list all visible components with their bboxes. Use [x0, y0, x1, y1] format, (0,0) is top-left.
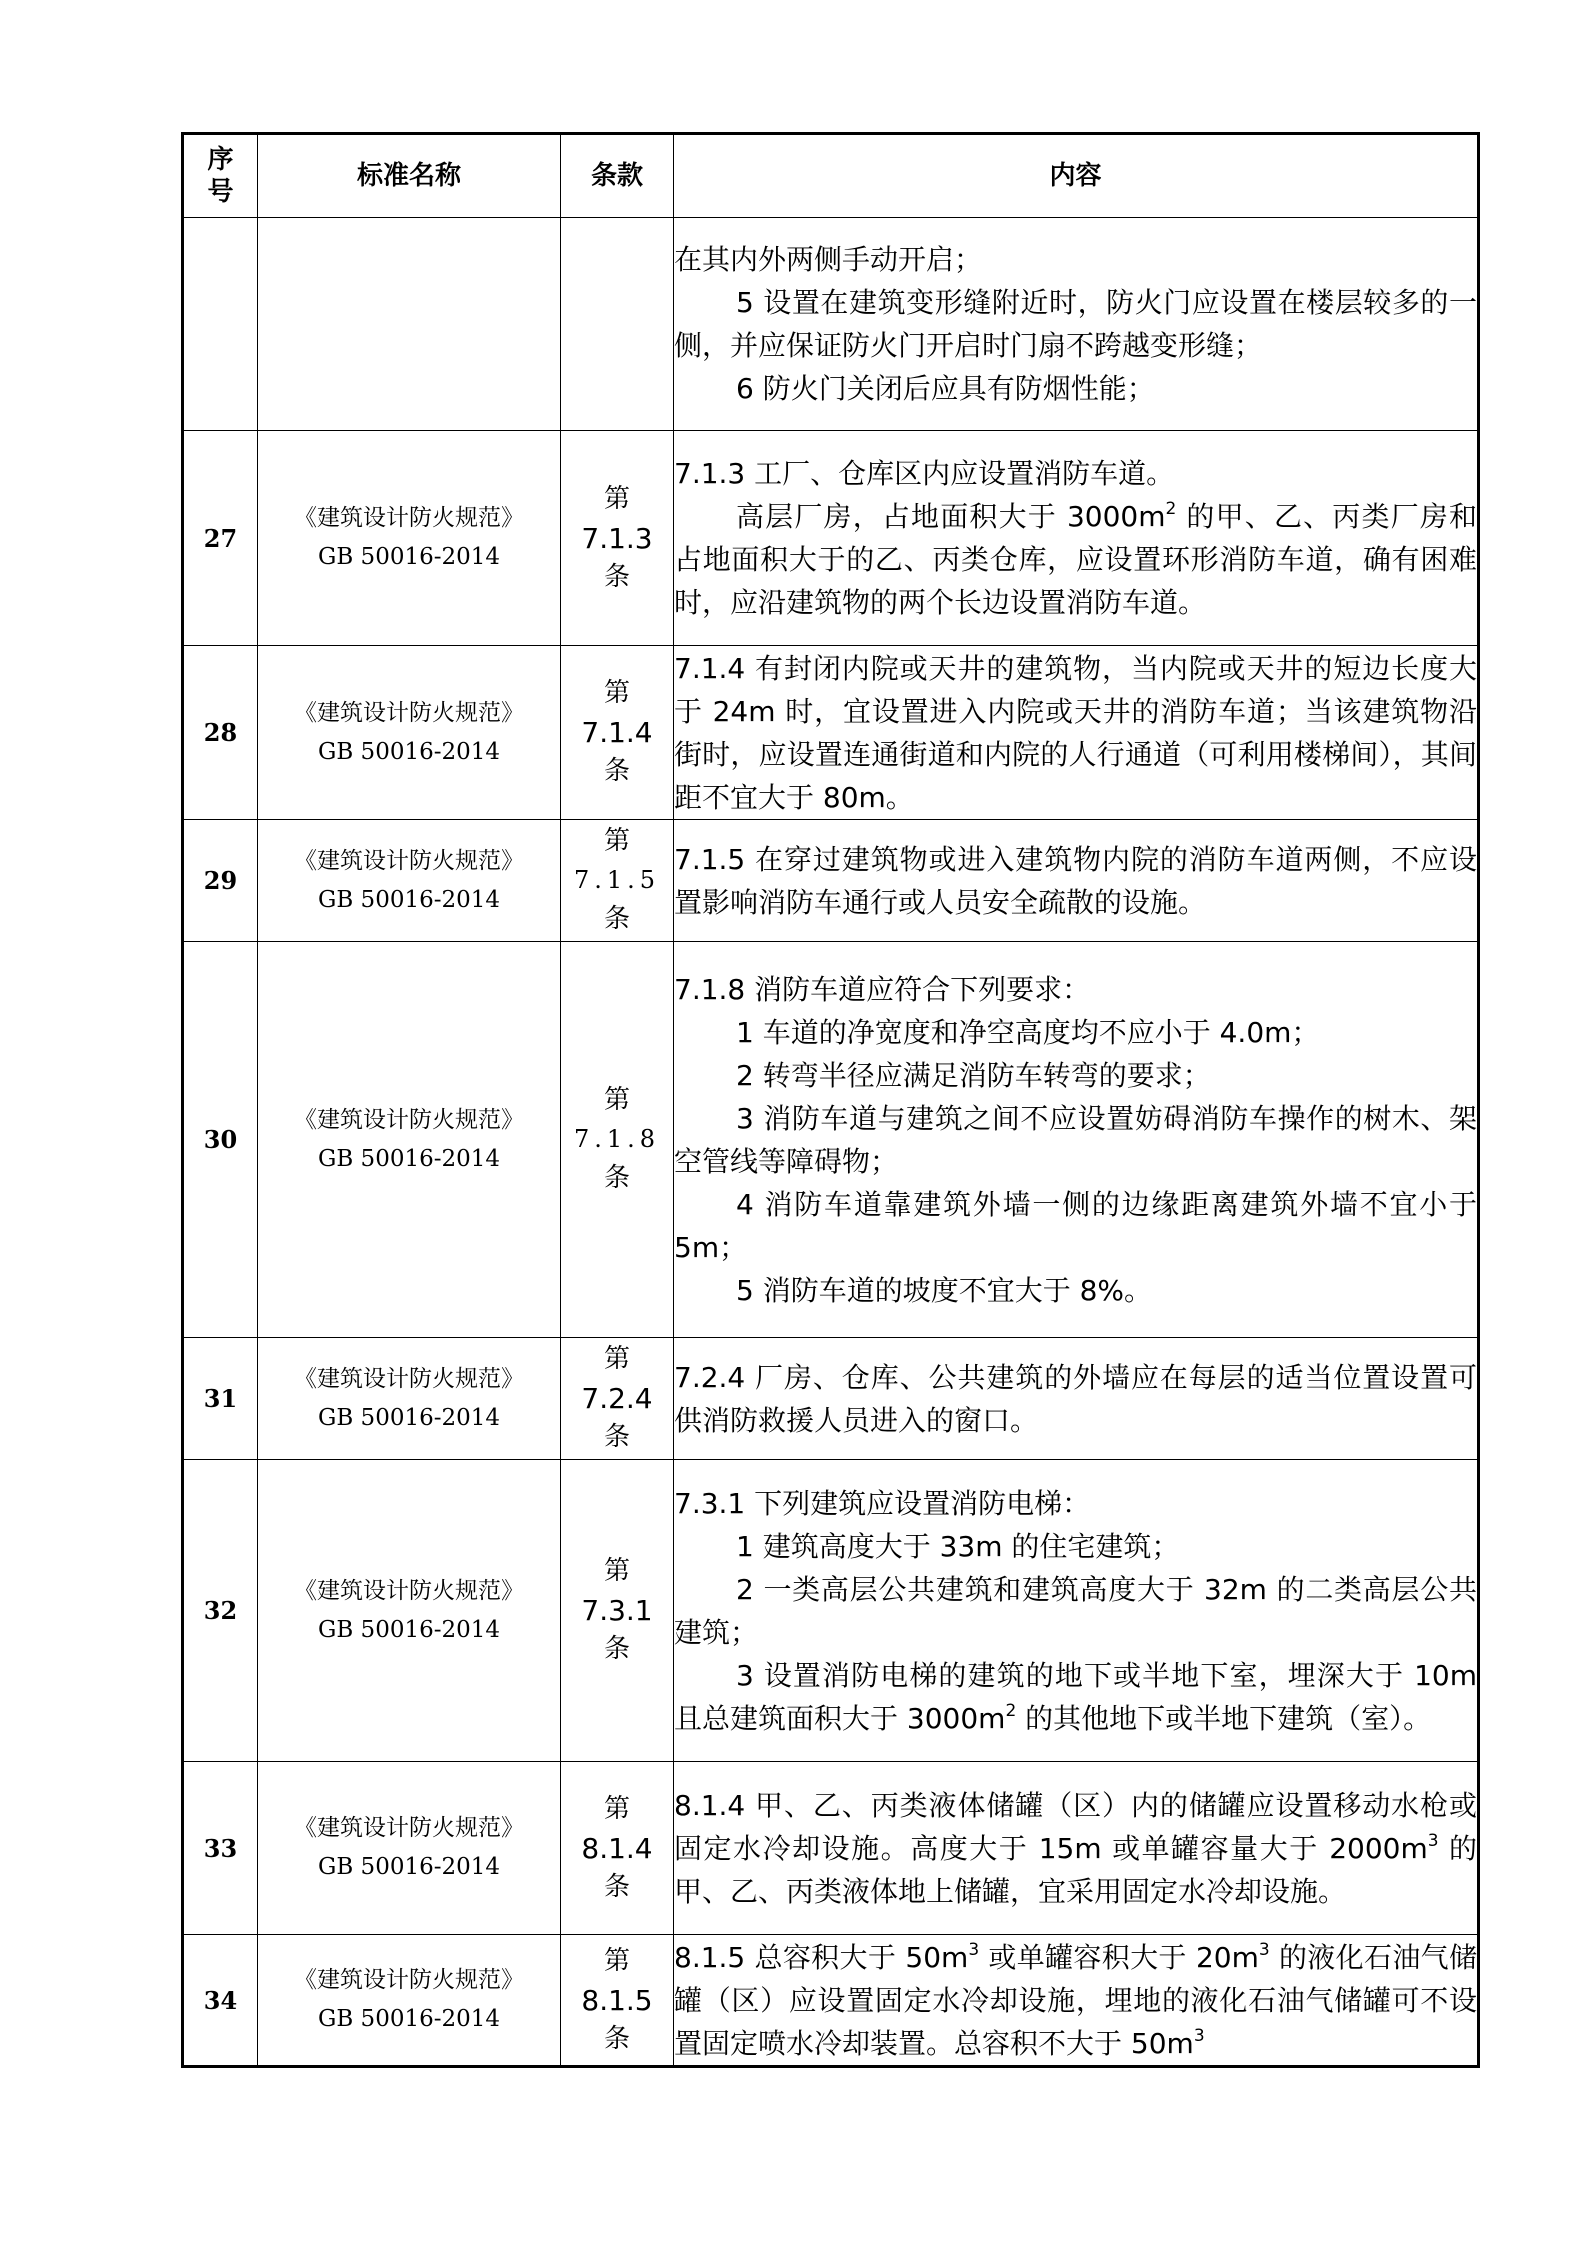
standard-code: GB 50016-2014 — [317, 1854, 501, 1880]
row-content — [674, 1338, 1479, 1460]
header-content: 内容 — [674, 134, 1479, 218]
standard-code: GB 50016-2014 — [317, 886, 501, 913]
clause-suffix: 条 — [603, 561, 630, 592]
content-line: 3 设置消防电梯的建筑的地下或半地下室，埋深大于 10m 且总建筑面积大于 $3000m^2$ 的其他地下或半地下建筑（室）。 — [674, 1658, 1477, 1735]
content-line: 5 消防车道的坡度不宜大于 8%。 — [736, 1273, 1153, 1307]
standard-title: 《建筑设计防火规范》 — [294, 1106, 524, 1133]
content-line: 1 建筑高度大于 33m 的住宅建筑； — [736, 1529, 1180, 1563]
clause-suffix: 条 — [603, 904, 630, 934]
header-no — [183, 134, 258, 218]
standard-title: 《建筑设计防火规范》 — [294, 1815, 524, 1841]
content-line: 高层厂房，占地面积大于 $3000m^2$ 的甲、乙、丙类厂房和占地面积大于的乙、丙类仓库，应设置环形消防车道，确有困难时，应沿建筑物的两个长边设置消防车道。 — [674, 499, 1478, 619]
row-standard-name — [258, 1762, 561, 1935]
row-content — [674, 431, 1479, 646]
row-content — [674, 1935, 1479, 2067]
header-name: 标准名称 — [258, 134, 561, 218]
row-clause — [561, 646, 674, 820]
row-clause — [561, 431, 674, 646]
clause-suffix: 条 — [603, 1871, 630, 1902]
clause-number: 7.2.4 — [581, 1382, 653, 1415]
content-line: 3 消防车道与建筑之间不应设置妨碍消防车操作的树木、架空管线等障碍物； — [674, 1101, 1477, 1178]
row-content — [674, 1460, 1479, 1762]
row-no: 30 — [183, 942, 258, 1338]
content-line: 7.1.4 有封闭内院或天井的建筑物，当内院或天井的短边长度大于 24m 时，宜设置进入内院或天井的消防车道；当该建筑物沿街时，应设置连通街道和内院的人行通道（可利用楼梯间），其间距不宜大于 80m。 — [674, 651, 1477, 814]
row-clause — [561, 820, 674, 942]
clause-number: 7.1.8 — [573, 1125, 661, 1153]
row-standard-name — [258, 1935, 561, 2067]
content-line: 7.2.4 厂房、仓库、公共建筑的外墙应在每层的适当位置设置可供消防救援人员进入的窗口。 — [674, 1360, 1477, 1437]
row-no: 29 — [183, 820, 258, 942]
row-no-empty — [183, 218, 258, 431]
table-row — [183, 431, 1479, 646]
standard-code: GB 50016-2014 — [317, 2006, 501, 2032]
clause-prefix: 第 — [603, 1344, 630, 1374]
standard-code: GB 50016-2014 — [317, 738, 501, 765]
table-row — [183, 646, 1479, 820]
standard-title: 《建筑设计防火规范》 — [294, 1365, 524, 1392]
header-clause: 条款 — [561, 134, 674, 218]
row-name-empty — [258, 218, 561, 431]
standard-code: GB 50016-2014 — [317, 1145, 501, 1172]
content-line: 7.1.5 在穿过建筑物或进入建筑物内院的消防车道两侧，不应设置影响消防车通行或人员安全疏散的设施。 — [674, 842, 1477, 919]
row-standard-name — [258, 431, 561, 646]
content-line: 7.1.8 消防车道应符合下列要求： — [674, 972, 1091, 1006]
standard-title: 《建筑设计防火规范》 — [294, 847, 524, 874]
clause-prefix: 第 — [603, 1793, 630, 1824]
clause-prefix: 第 — [603, 826, 630, 856]
clause-number: 7.1.4 — [581, 716, 653, 749]
clause-suffix: 条 — [603, 2023, 630, 2054]
row-standard-name — [258, 646, 561, 820]
row-no: 28 — [183, 646, 258, 820]
standard-title: 《建筑设计防火规范》 — [294, 1967, 524, 1993]
standard-code: GB 50016-2014 — [317, 544, 501, 570]
header-no-text: 序号 — [207, 144, 234, 207]
row-standard-name — [258, 820, 561, 942]
content-line: 2 转弯半径应满足消防车转弯的要求； — [736, 1058, 1211, 1092]
table-row — [183, 1762, 1479, 1935]
clause-number: 7.1.3 — [581, 521, 653, 555]
table-row — [183, 942, 1479, 1338]
clause-number: 7.3.1 — [581, 1594, 653, 1627]
content-line: 8.1.5 总容积大于 $50m^3$ 或单罐容积大于 $20m^3$ 的液化石油气储罐（区）应设置固定水冷却设施，埋地的液化石油气储罐可不设置固定喷水冷却装置。总容积不大于 $50m^3$ — [674, 1939, 1477, 2060]
row-clause — [561, 1935, 674, 2067]
clause-suffix: 条 — [603, 1163, 630, 1193]
clause-number: 7.1.5 — [573, 866, 661, 894]
fire-code-table — [181, 132, 1480, 2068]
clause-prefix: 第 — [603, 1085, 630, 1115]
clause-prefix: 第 — [603, 1945, 630, 1976]
table-row — [183, 820, 1479, 942]
row-content — [674, 646, 1479, 820]
row-standard-name — [258, 1338, 561, 1460]
clause-suffix: 条 — [603, 1422, 630, 1452]
clause-suffix: 条 — [603, 756, 630, 786]
row-no: 33 — [183, 1762, 258, 1935]
content-line: 在其内外两侧手动开启； — [674, 243, 983, 276]
content-line: 7.3.1 下列建筑应设置消防电梯： — [674, 1486, 1091, 1520]
content-line: 7.1.3 工厂、仓库区内应设置消防车道。 — [674, 457, 1175, 490]
row-no: 31 — [183, 1338, 258, 1460]
clause-suffix: 条 — [603, 1634, 630, 1664]
row-no: 34 — [183, 1935, 258, 2067]
content-line: 8.1.4 甲、乙、丙类液体储罐（区）内的储罐应设置移动水枪或固定水冷却设施。高度大于 15m 或单罐容量大于 $2000m^3$ 的甲、乙、丙类液体地上储罐，宜采用固定水冷却设施。 — [674, 1788, 1477, 1908]
clause-number: 8.1.4 — [581, 1831, 653, 1865]
standard-title: 《建筑设计防火规范》 — [294, 1577, 524, 1604]
row-clause — [561, 1338, 674, 1460]
clause-prefix: 第 — [603, 1556, 630, 1586]
content-line: 1 车道的净宽度和净空高度均不应小于 4.0m； — [736, 1015, 1320, 1049]
standard-title: 《建筑设计防火规范》 — [294, 505, 524, 531]
clause-number: 8.1.5 — [581, 1983, 653, 2017]
row-standard-name — [258, 1460, 561, 1762]
table-row-continuation — [183, 218, 1479, 431]
row-content — [674, 820, 1479, 942]
row-clause-empty — [561, 218, 674, 431]
row-clause — [561, 942, 674, 1338]
row-content — [674, 942, 1479, 1338]
content-line: 4 消防车道靠建筑外墙一侧的边缘距离建筑外墙不宜小于 5m； — [674, 1187, 1477, 1264]
row-standard-name — [258, 942, 561, 1338]
standard-title: 《建筑设计防火规范》 — [294, 699, 524, 726]
standard-code: GB 50016-2014 — [317, 1616, 501, 1643]
table-header-row — [183, 134, 1479, 218]
table-row — [183, 1460, 1479, 1762]
table-row — [183, 1935, 1479, 2067]
row-content — [674, 1762, 1479, 1935]
row-clause — [561, 1460, 674, 1762]
content-line: 6 防火门关闭后应具有防烟性能； — [736, 372, 1155, 405]
standard-code: GB 50016-2014 — [317, 1404, 501, 1431]
clause-prefix: 第 — [603, 678, 630, 708]
row-clause — [561, 1762, 674, 1935]
row-no: 27 — [183, 431, 258, 646]
row-no: 32 — [183, 1460, 258, 1762]
table-row — [183, 1338, 1479, 1460]
content-line: 5 设置在建筑变形缝附近时，防火门应设置在楼层较多的一侧，并应保证防火门开启时门扇不跨越变形缝； — [674, 286, 1477, 362]
row-content — [674, 218, 1479, 431]
content-line: 2 一类高层公共建筑和建筑高度大于 32m 的二类高层公共建筑； — [674, 1572, 1477, 1649]
clause-prefix: 第 — [603, 483, 630, 514]
